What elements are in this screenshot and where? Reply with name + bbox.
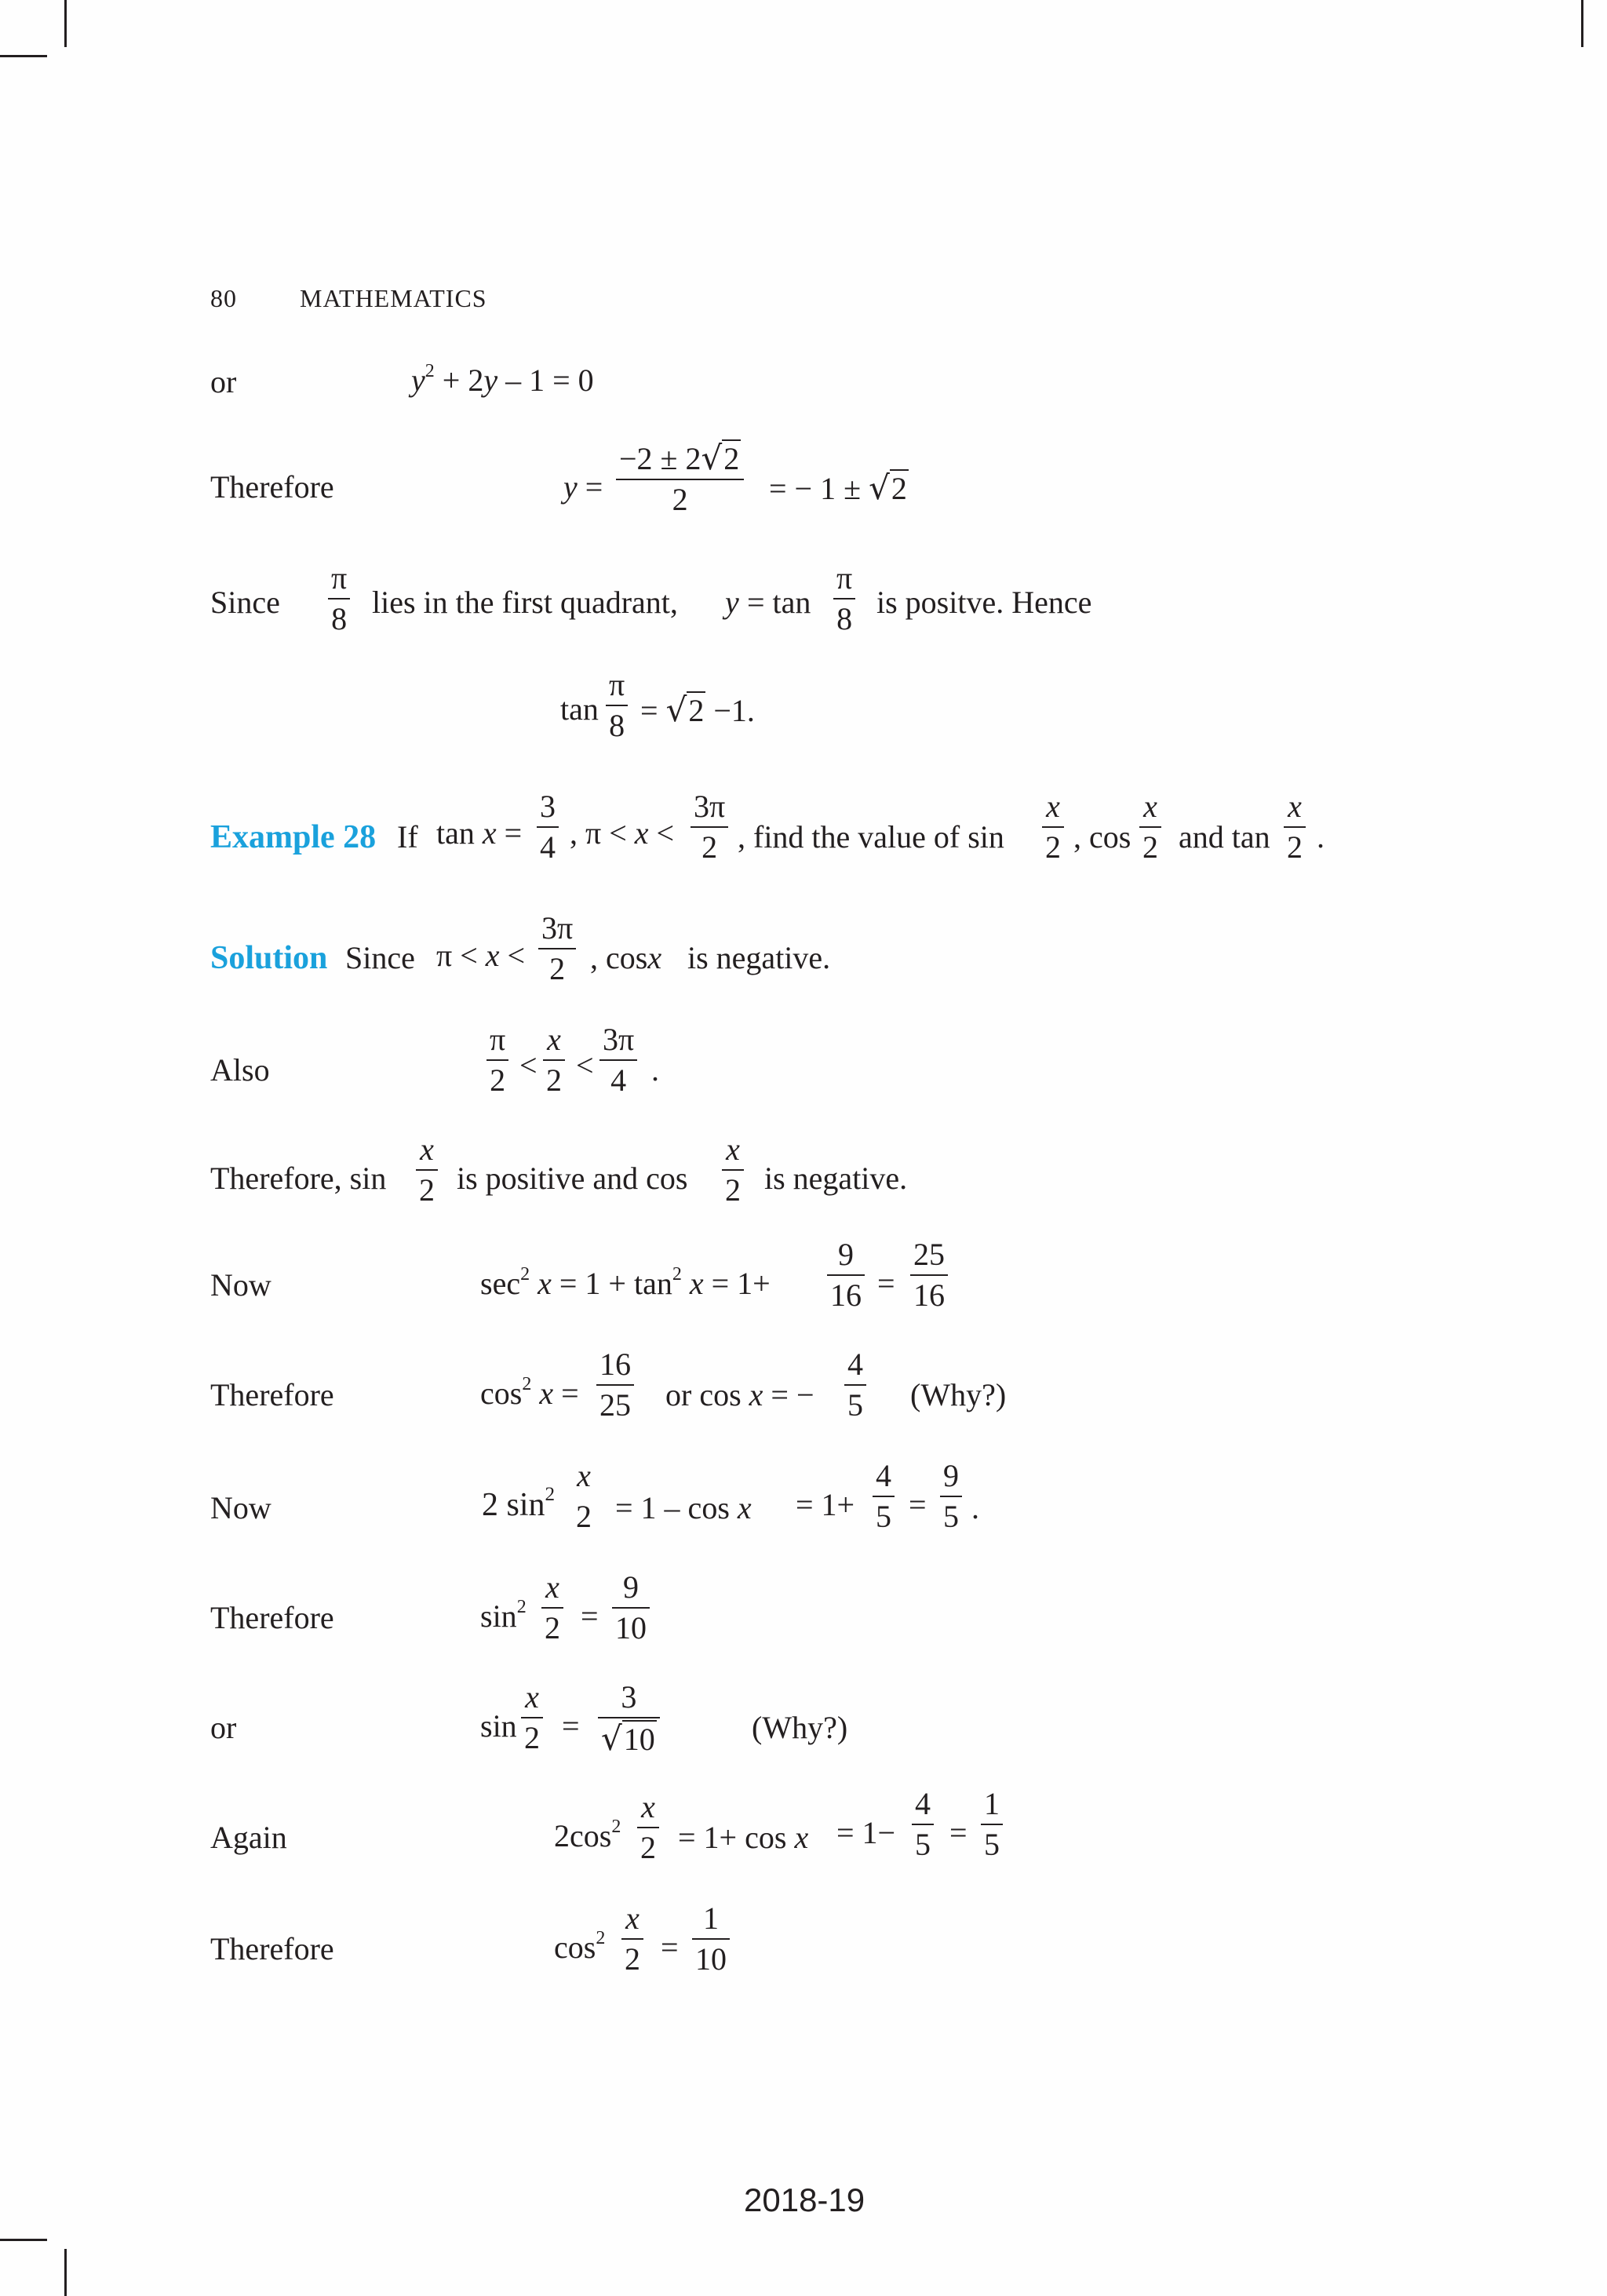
crop-mark — [64, 2249, 67, 2296]
text-and-tan: and tan — [1179, 819, 1270, 855]
why-note: (Why?) — [752, 1710, 848, 1745]
text-1-minus-cos: = 1 – cos x — [615, 1490, 752, 1525]
example-condition-tan: tan x = — [436, 815, 523, 851]
line-label-now: Now — [210, 1490, 271, 1525]
equation-sec-squared: $\sec^2 x = 1 + \tan^2 x = 1+$ — [480, 1264, 771, 1301]
equation-tan-pi-8-result: = √2 −1. — [640, 691, 755, 729]
solution-cosx: , cosx — [590, 940, 662, 975]
equals: = — [661, 1930, 679, 1965]
less-than: < — [576, 1048, 594, 1083]
footer-year: 2018-19 — [744, 2181, 865, 2218]
fraction-pi-over-2: π 2 — [486, 1022, 508, 1099]
equals-1-plus: = 1+ — [796, 1487, 855, 1522]
period: . — [651, 1052, 659, 1088]
fraction-x-over-2: x 2 — [541, 1569, 563, 1646]
fraction-x-over-2: x 2 — [637, 1789, 659, 1866]
fraction-25-over-16: 25 16 — [910, 1237, 948, 1314]
text-eq-tan: = tan — [747, 585, 811, 620]
equation-cos-squared: $\cos^2 x$ = — [480, 1374, 579, 1411]
fraction-16-over-25: 16 25 — [596, 1347, 634, 1423]
line-label-therefore: Therefore — [210, 1931, 334, 1966]
tan-label: tan — [560, 691, 599, 727]
crop-mark — [0, 2239, 47, 2241]
fraction-9-over-5: 9 5 — [940, 1458, 962, 1535]
fraction-1-over-5: 1 5 — [981, 1786, 1003, 1863]
line-label-also: Also — [210, 1052, 270, 1088]
line-label-or: or — [210, 364, 237, 399]
line-label-therefore: Therefore — [210, 1377, 334, 1412]
text-is-negative: is negative. — [764, 1161, 908, 1196]
less-than: < — [519, 1048, 537, 1083]
solution-range: π < x < — [436, 938, 526, 973]
fraction-pi-over-8: π 8 — [833, 560, 855, 637]
text-positive-hence: is positve. Hence — [876, 585, 1092, 620]
text-cosx-negative: is negative. — [687, 940, 831, 975]
text-find-value: , find the value of sin — [738, 819, 1004, 855]
example-condition-range: , π < x < — [570, 815, 675, 851]
fraction-3-over-4: 3 4 — [537, 789, 559, 866]
equation-2sin-squared: 2 $\sin^2$ — [482, 1484, 556, 1523]
two-cos-squared: $2\cos^2$ — [554, 1817, 621, 1853]
fraction-3-over-root-10: 3 √10 — [598, 1679, 660, 1758]
fraction-9-over-10: 9 10 — [612, 1569, 650, 1646]
fraction-1-over-10: 1 10 — [692, 1901, 730, 1977]
fraction-pi-over-8: π 8 — [328, 560, 350, 637]
crop-mark — [64, 0, 67, 47]
fraction-4-over-5: 4 5 — [912, 1786, 934, 1863]
fraction-3pi-over-2: 3π 2 — [538, 910, 576, 987]
text-cos: , cos — [1073, 819, 1131, 855]
fraction-x-over-2: x 2 — [1284, 789, 1306, 866]
equals-1-minus: = 1− — [836, 1815, 896, 1850]
fraction-x-over-2: x 2 — [521, 1679, 543, 1756]
line-label-therefore-sin: Therefore, sin — [210, 1161, 387, 1196]
fraction-9-over-16: 9 16 — [827, 1237, 865, 1314]
text-since: Since — [345, 940, 415, 975]
why-note: (Why?) — [910, 1377, 1007, 1412]
fraction-x-over-2: x 2 — [621, 1901, 643, 1977]
equation-quadratic: $y^2 + 2y - 1 = 0$ — [411, 361, 594, 398]
line-label-therefore: Therefore — [210, 1600, 334, 1635]
text-positive-and-cos: is positive and cos — [457, 1161, 688, 1196]
equals: = — [877, 1266, 895, 1301]
fraction-x-over-2: x 2 — [576, 1458, 592, 1534]
fraction-x-over-2: x 2 — [1042, 789, 1064, 866]
line-label-since: Since — [210, 585, 280, 620]
fraction-pi-over-8: π 8 — [606, 667, 628, 744]
equals: = — [949, 1815, 967, 1850]
example-heading: Example 28 — [210, 819, 377, 855]
line-label-again: Again — [210, 1820, 287, 1855]
sin-label: sin — [480, 1708, 517, 1744]
cos-squared: $\cos^2$ — [554, 1928, 606, 1965]
page-header-title: MATHEMATICS — [300, 284, 487, 312]
page-number: 80 — [210, 284, 237, 312]
fraction-4-over-5: 4 5 — [873, 1458, 895, 1535]
equals: = — [581, 1598, 599, 1634]
text-lies-first-quadrant: lies in the first quadrant, — [372, 585, 678, 620]
text-if: If — [397, 819, 418, 855]
fraction-x-over-2: x 2 — [1139, 789, 1161, 866]
text-1-plus-cos: = 1+ cos x — [678, 1820, 809, 1855]
period: . — [971, 1490, 979, 1525]
equals: = — [562, 1708, 580, 1744]
equation-y-start: y = — [563, 469, 603, 505]
fraction-x-over-2: x 2 — [416, 1132, 438, 1208]
equation-y-result: = − 1 ± √2 — [769, 468, 907, 507]
text-or-cos: or cos x = − — [665, 1377, 814, 1412]
fraction-4-over-5: 4 5 — [844, 1347, 866, 1423]
line-label-or: or — [210, 1710, 237, 1745]
equals: = — [909, 1487, 927, 1522]
fraction-x-over-2: x 2 — [722, 1132, 744, 1208]
fraction-3pi-over-2: 3π 2 — [691, 789, 728, 866]
line-label-now: Now — [210, 1267, 271, 1303]
period: . — [1317, 819, 1325, 855]
line-label-therefore: Therefore — [210, 469, 334, 505]
solution-heading: Solution — [210, 940, 328, 976]
sin-squared: $\sin^2$ — [480, 1597, 527, 1634]
fraction-quadratic-root: −2 ± 2√2 2 — [616, 439, 744, 518]
var-y: y — [725, 585, 739, 620]
crop-mark — [1581, 0, 1583, 47]
fraction-x-over-2: x 2 — [543, 1022, 565, 1099]
fraction-3pi-over-4: 3π 4 — [599, 1022, 637, 1099]
crop-mark — [0, 55, 47, 57]
